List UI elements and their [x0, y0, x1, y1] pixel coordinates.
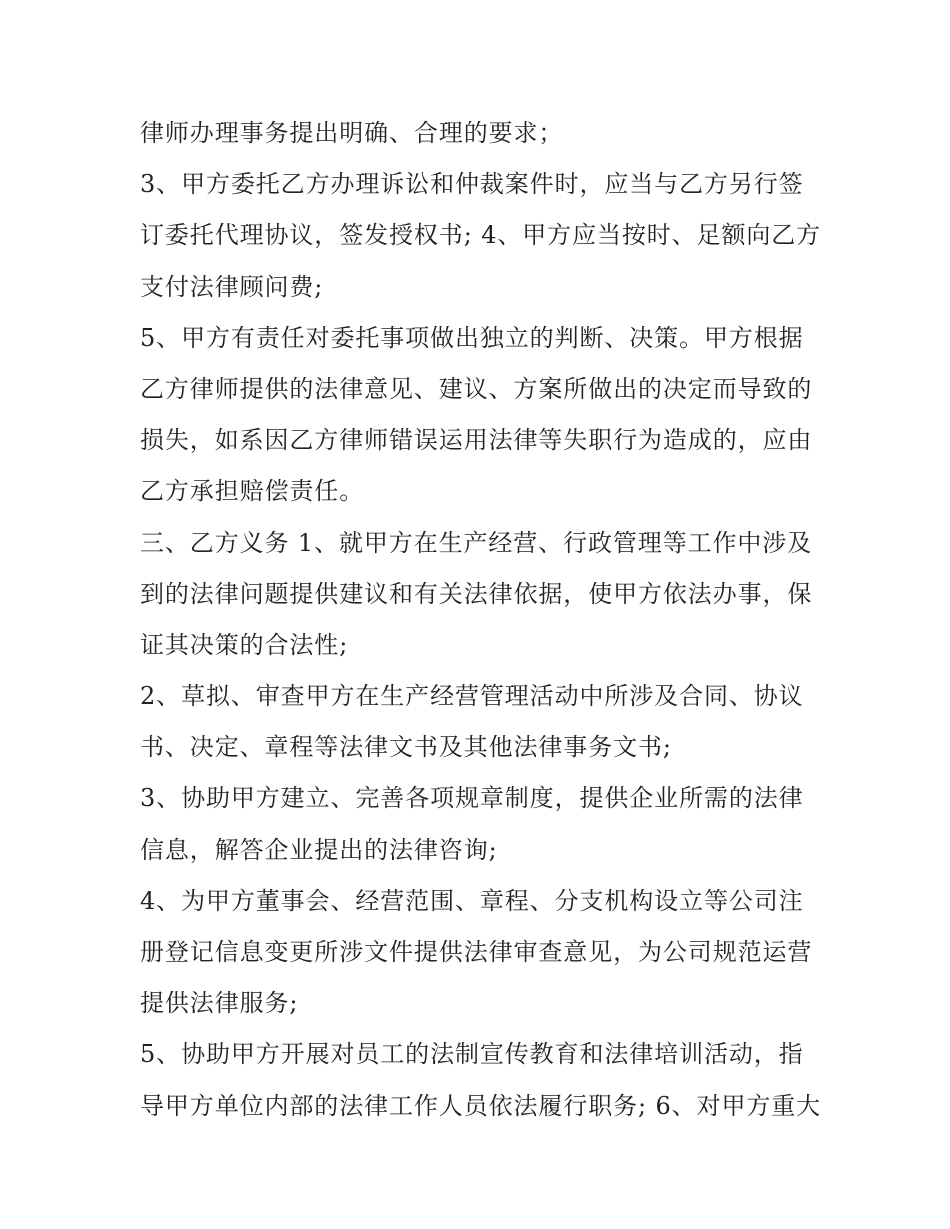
text-line: 信息，解答企业提出的法律咨询;: [140, 835, 498, 864]
text-line: 三、乙方义务 1、就甲方在生产经营、行政管理等工作中涉及: [140, 528, 813, 557]
text-line: 律师办理事务提出明确、合理的要求；: [140, 119, 564, 147]
text-line: 损失，如系因乙方律师错误运用法律等失职行为造成的，应由: [140, 426, 813, 455]
text-line: 支付法律顾问费;: [140, 272, 324, 301]
text-line: 订委托代理协议，签发授权书; 4、甲方应当按时、足额向乙方: [140, 221, 822, 250]
text-line: 导甲方单位内部的法律工作人员依法履行职务; 6、对甲方重大: [140, 1091, 822, 1120]
text-line: 3、协助甲方建立、完善各项规章制度，提供企业所需的法律: [140, 784, 804, 813]
text-line: 到的法律问题提供建议和有关法律依据，使甲方依法办事，保: [140, 579, 813, 608]
text-line: 5、协助甲方开展对员工的法制宣传教育和法律培训活动，指: [140, 1040, 804, 1069]
text-line: 书、决定、章程等法律文书及其他法律事务文书;: [140, 733, 672, 762]
text-line: 册登记信息变更所涉文件提供法律审查意见，为公司规范运营: [140, 938, 813, 966]
text-line: 证其决策的合法性;: [140, 630, 349, 659]
text-line: 5、甲方有责任对委托事项做出独立的判断、决策。甲方根据: [140, 323, 804, 352]
text-line: 4、为甲方董事会、经营范围、章程、分支机构设立等公司注: [140, 886, 804, 915]
text-line: 提供法律服务;: [140, 989, 299, 1018]
text-line: 2、草拟、审查甲方在生产经营管理活动中所涉及合同、协议: [140, 682, 804, 711]
text-line: 乙方承担赔偿责任。: [140, 477, 365, 506]
document-body: [140, 108, 820, 1132]
text-line: 乙方律师提供的法律意见、建议、方案所做出的决定而导致的: [140, 374, 813, 403]
text-line: 3、甲方委托乙方办理诉讼和仲裁案件时，应当与乙方另行签: [140, 170, 804, 199]
